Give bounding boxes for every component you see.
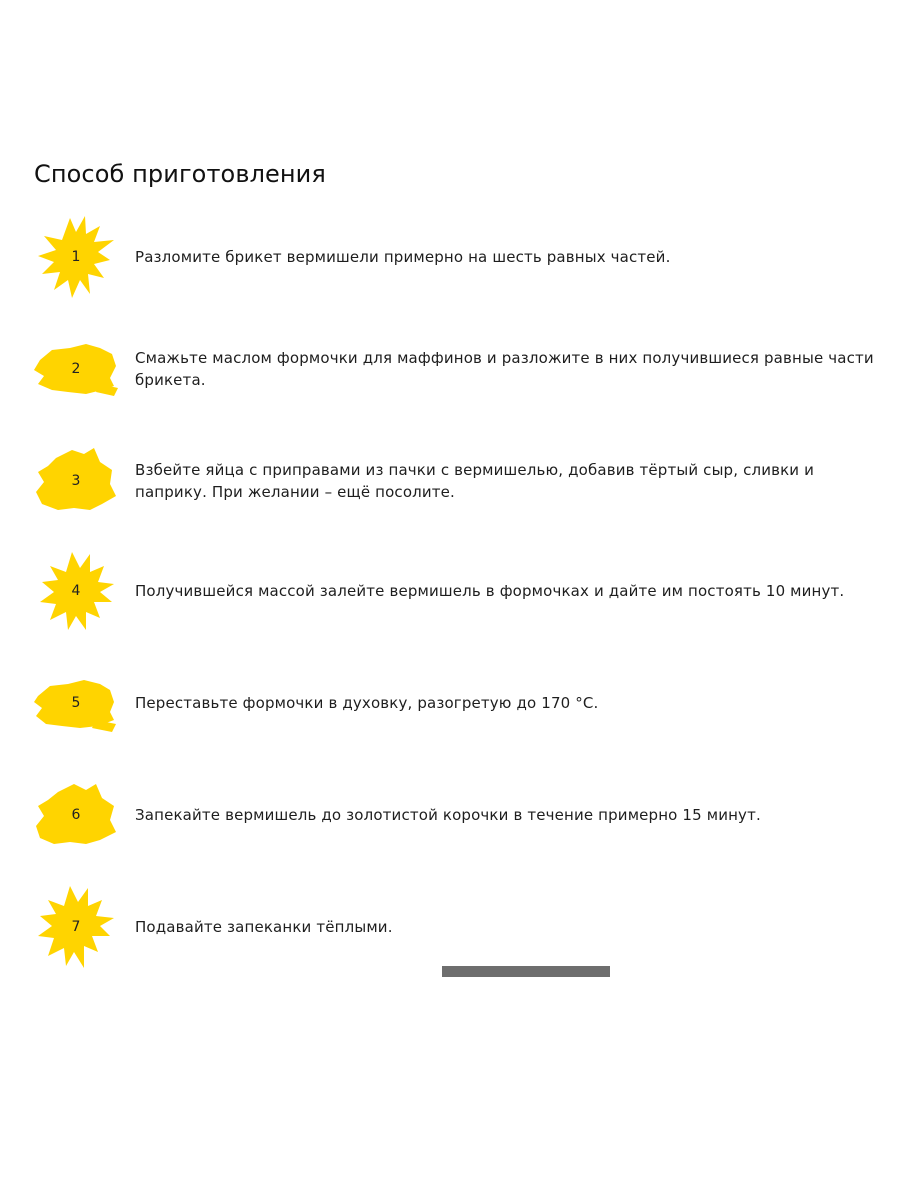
step-text: Переставьте формочки в духовку, разогретую до 170 °С. [135, 694, 599, 712]
step-item [0, 882, 900, 972]
step-badge: 6 [30, 770, 122, 860]
step-item [0, 546, 900, 636]
step-badge: 5 [30, 658, 122, 748]
page-title: Способ приготовления [34, 160, 326, 188]
step-text: Запекайте вермишель до золотистой корочки в течение примерно 15 минут. [135, 806, 761, 824]
step-text: Взбейте яйца с приправами из пачки с вермишелью, добавив тёртый сыр, сливки и паприку. При желании – ещё посолите. [135, 461, 815, 501]
step-badge: 2 [30, 324, 122, 414]
step-item [0, 436, 900, 526]
step-item [0, 324, 900, 414]
step-item [0, 658, 900, 748]
step-text: Получившейся массой залейте вермишель в формочках и дайте им постоять 10 минут. [135, 582, 845, 600]
step-badge: 3 [30, 436, 122, 526]
step-text: Подавайте запеканки тёплыми. [135, 918, 393, 936]
step-item [0, 770, 900, 860]
step-badge: 7 [30, 882, 122, 972]
step-text: Смажьте маслом формочки для маффинов и разложите в них получившиеся равные части брикета. [135, 349, 874, 389]
step-text: Разломите брикет вермишели примерно на шесть равных частей. [135, 248, 671, 266]
divider-bar [442, 966, 610, 977]
step-item [0, 212, 900, 302]
step-badge: 1 [30, 212, 122, 302]
step-badge: 4 [30, 546, 122, 636]
